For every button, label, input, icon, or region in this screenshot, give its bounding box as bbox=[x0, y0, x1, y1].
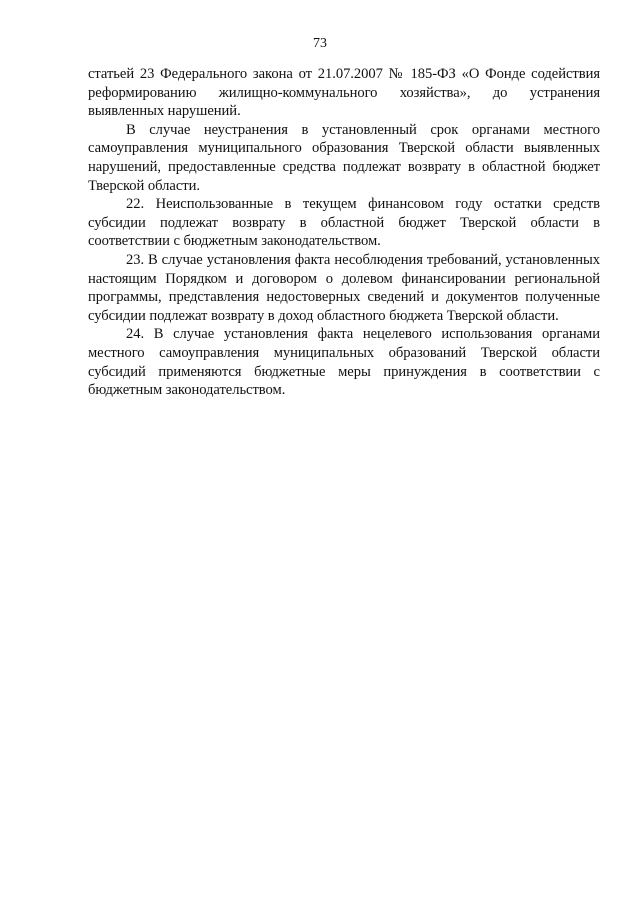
page-number: 73 bbox=[313, 36, 327, 51]
paragraph-item-24: 24. В случае установления факта нецелевого использования органами местного самоуправления муниципальных образований Тверской области субсидий применяются бюджетные меры принуждения в соответствии с бюджетным законодательством. bbox=[88, 326, 600, 399]
document-body bbox=[88, 65, 600, 400]
paragraph-item-23: 23. В случае установления факта несоблюдения требований, установленных настоящим Порядком и договором о долевом финансировании региональной программы, представления недостоверных сведений и документов полученные субсидии подлежат возврату в доход областного бюджета Тверской области. bbox=[88, 251, 600, 324]
paragraph-item-22: 22. Неиспользованные в текущем финансовом году остатки средств субсидии подлежат возврату в областной бюджет Тверской области в соответствии с бюджетным законодательством. bbox=[88, 196, 600, 250]
paragraph-non-elimination: В случае неустранения в установленный срок органами местного самоуправления муниципального образования Тверской области выявленных нарушений, предоставленные средства подлежат возврату в областной бюджет Тверской области. bbox=[88, 121, 600, 194]
paragraph-continuation: статьей 23 Федерального закона от 21.07.2007 № 185-ФЗ «О Фонде содействия реформированию жилищно-коммунального хозяйства», до устранения выявленных нарушений. bbox=[88, 66, 600, 120]
